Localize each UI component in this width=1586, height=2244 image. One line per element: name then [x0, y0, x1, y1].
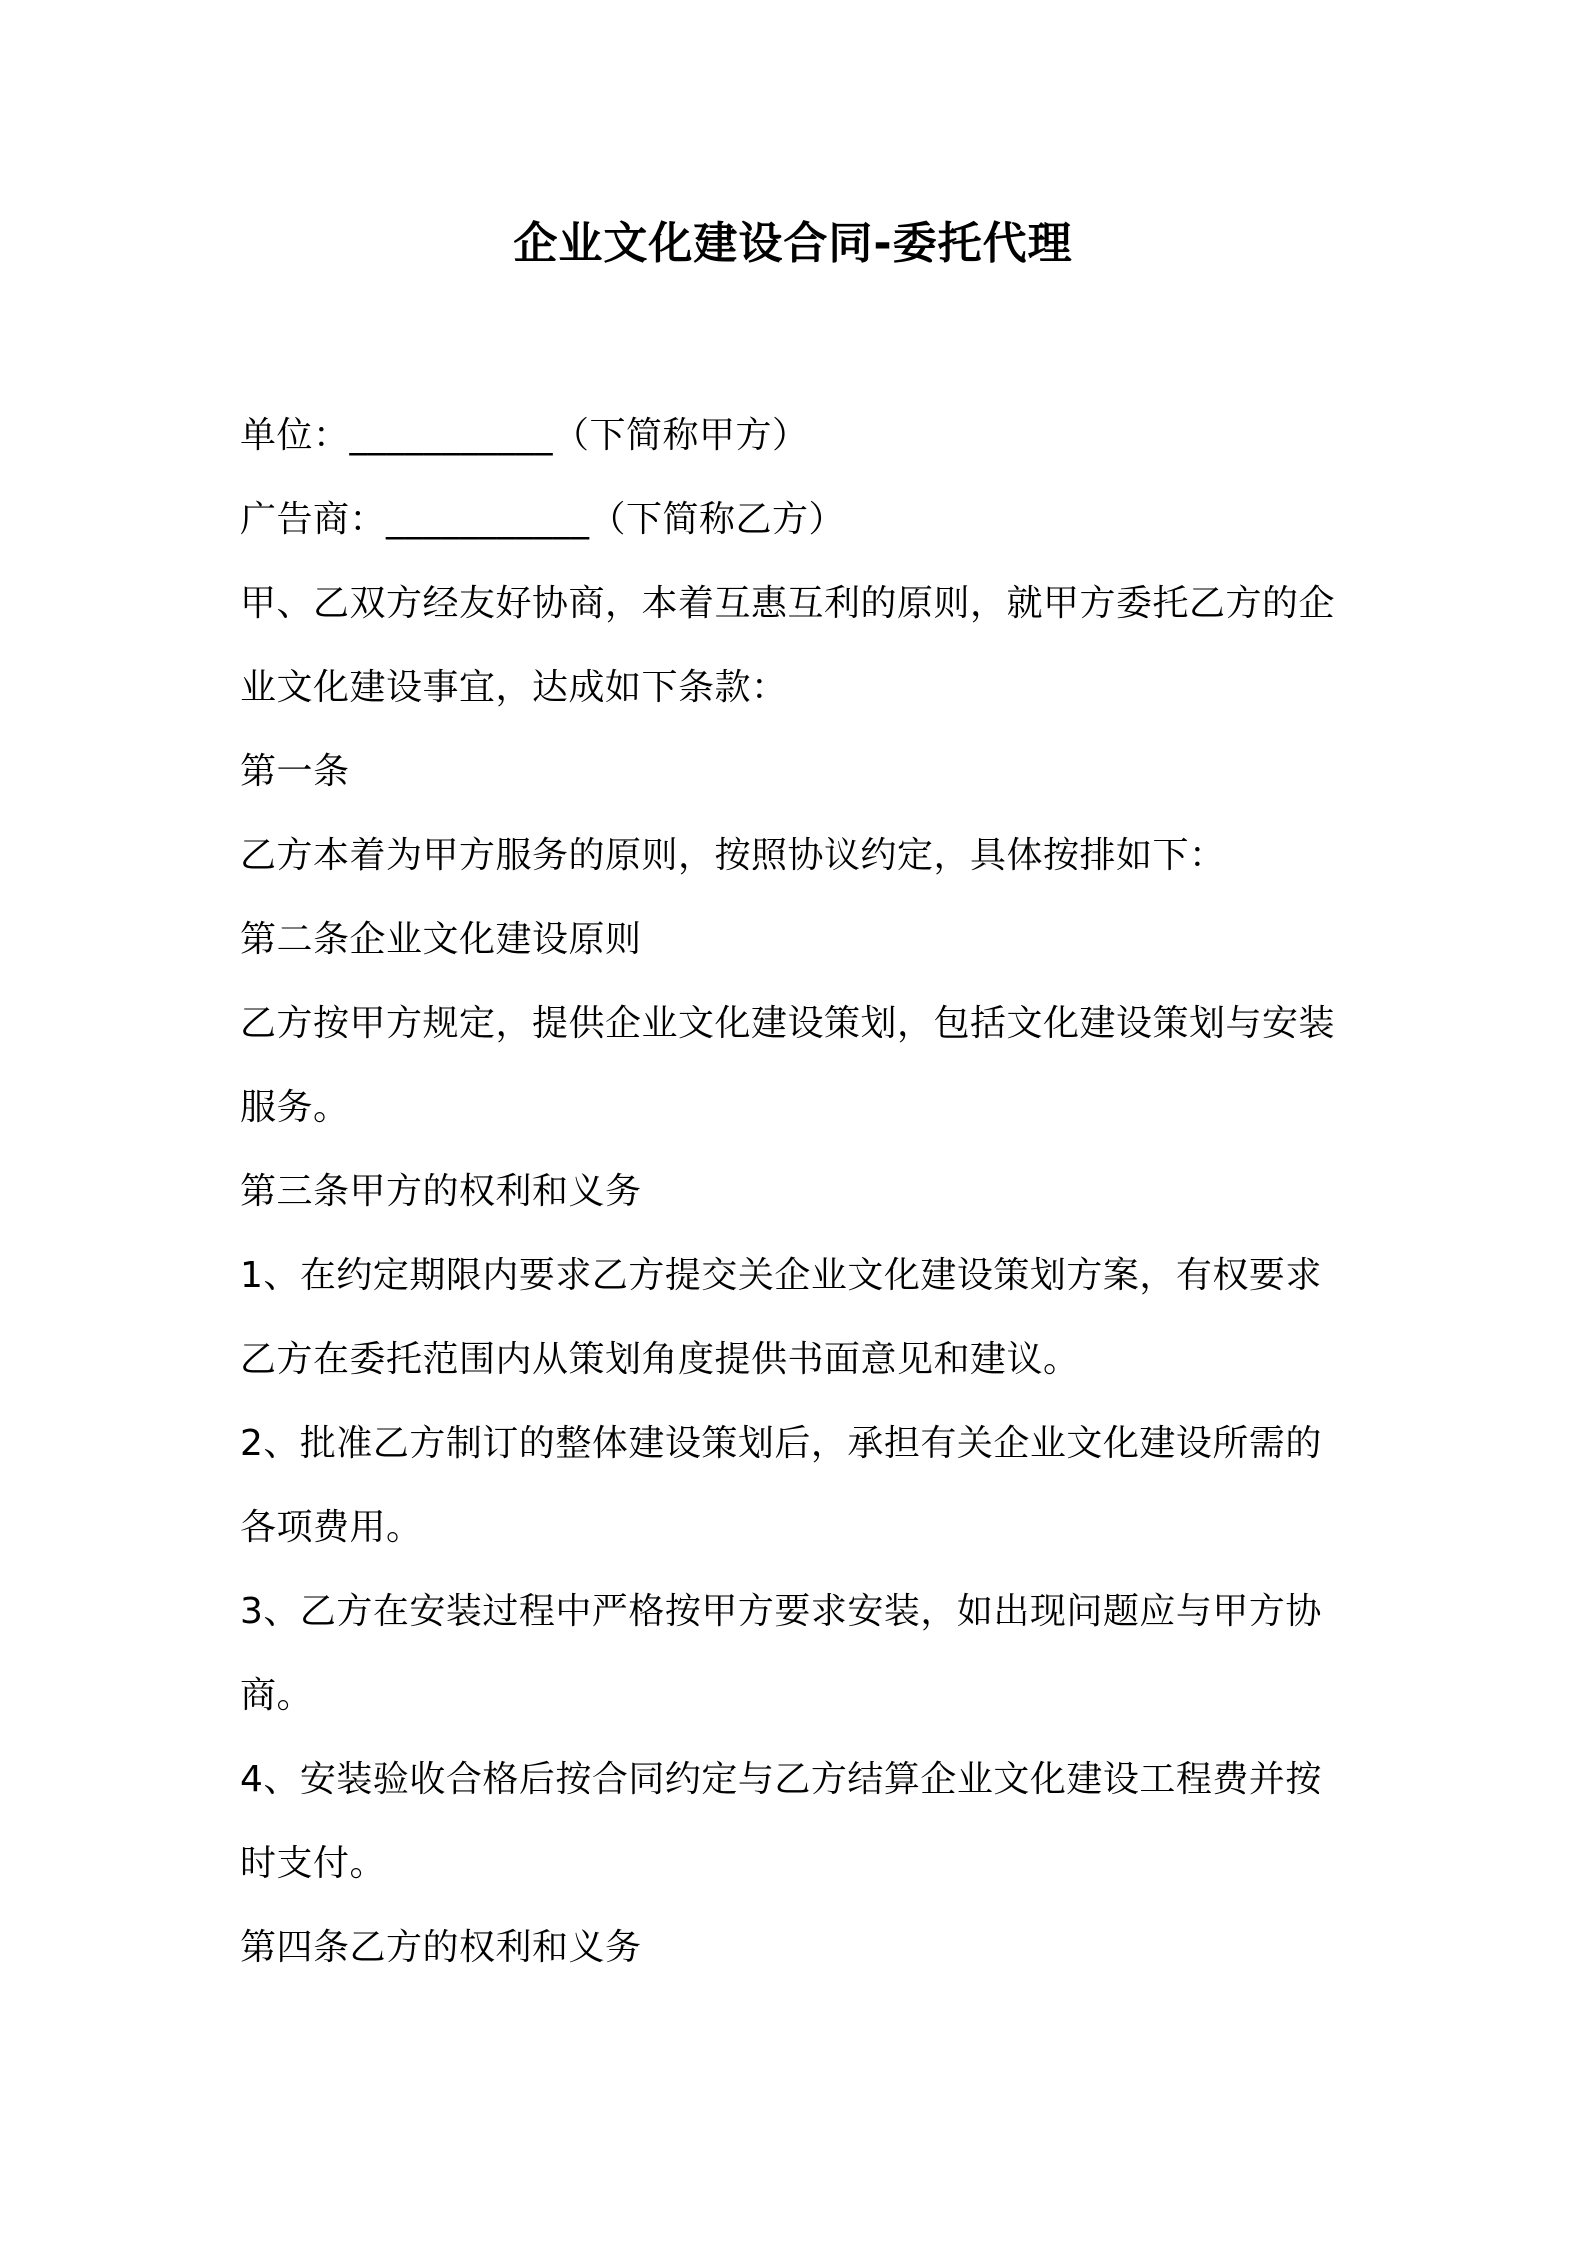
intro-line-2: 业文化建设事宜，达成如下条款：	[240, 667, 788, 708]
party-b-line: 广告商：___________（下简称乙方）	[240, 499, 846, 540]
article-3-item-2-line-1: 2、批准乙方制订的整体建设策划后，承担有关企业文化建设所需的	[240, 1423, 1322, 1464]
article-4-heading: 第四条乙方的权利和义务	[240, 1927, 642, 1968]
article-3-item-4-line-2: 时支付。	[240, 1843, 387, 1884]
article-3-item-2-line-2: 各项费用。	[240, 1507, 423, 1548]
party-a-line: 单位：___________（下简称甲方）	[240, 415, 809, 456]
article-3-item-4-line-1: 4、安装验收合格后按合同约定与乙方结算企业文化建设工程费并按	[240, 1759, 1322, 1800]
article-3-heading: 第三条甲方的权利和义务	[240, 1171, 642, 1212]
article-2-heading: 第二条企业文化建设原则	[240, 919, 642, 960]
article-3-item-1-line-1: 1、在约定期限内要求乙方提交关企业文化建设策划方案，有权要求	[240, 1255, 1322, 1296]
article-1-heading: 第一条	[240, 751, 350, 792]
article-3-item-1-line-2: 乙方在委托范围内从策划角度提供书面意见和建议。	[240, 1339, 1080, 1380]
document-title: 企业文化建设合同-委托代理	[513, 218, 1073, 269]
article-3-item-3-line-1: 3、乙方在安装过程中严格按甲方要求安装，如出现问题应与甲方协	[240, 1591, 1322, 1632]
intro-line-1: 甲、乙双方经友好协商，本着互惠互利的原则，就甲方委托乙方的企	[240, 583, 1336, 624]
article-1-text: 乙方本着为甲方服务的原则，按照协议约定，具体按排如下：	[240, 835, 1226, 876]
article-2-text-2: 服务。	[240, 1087, 350, 1128]
article-3-item-3-line-2: 商。	[240, 1675, 314, 1716]
article-2-text-1: 乙方按甲方规定，提供企业文化建设策划，包括文化建设策划与安装	[240, 1003, 1336, 1044]
